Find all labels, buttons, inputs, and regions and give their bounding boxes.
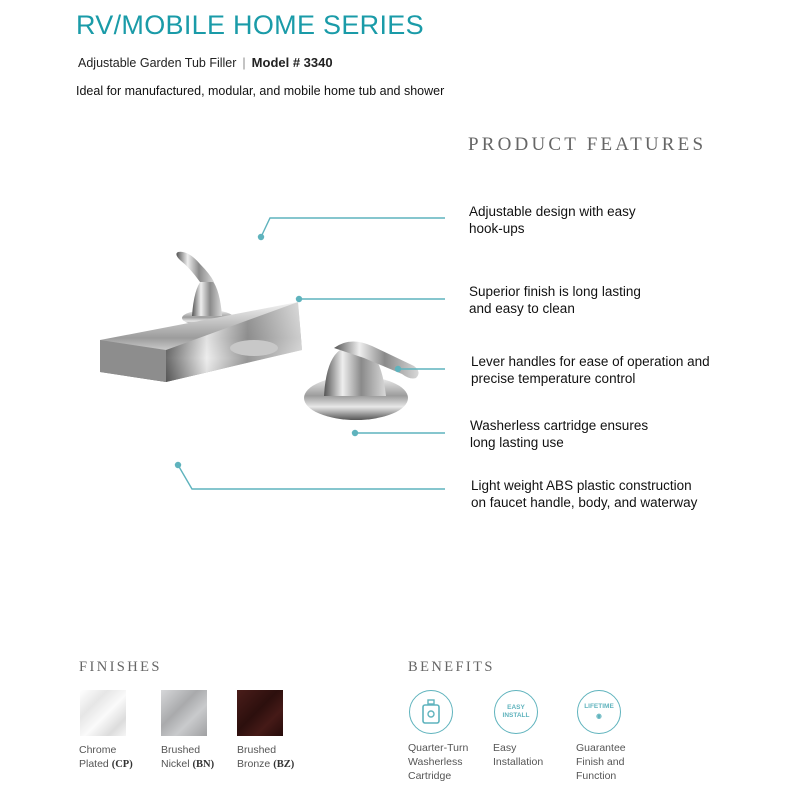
finish-name: Nickel [161, 758, 190, 770]
finish-code: (CP) [111, 759, 133, 770]
feature-text: Light weight ABS plastic construction [471, 478, 692, 493]
feature-item [471, 477, 791, 511]
feature-text: long lasting use [470, 435, 564, 450]
feature-text: Washerless cartridge ensures [470, 418, 649, 433]
brushed-bronze-swatch [237, 690, 283, 736]
feature-text: precise temperature control [471, 371, 636, 386]
finish-code: (BZ) [273, 759, 295, 770]
finish-name: Brushed [237, 744, 277, 756]
series-title: RV/MOBILE HOME SERIES [76, 10, 424, 40]
finishes-heading: FINISHES [79, 659, 162, 675]
easy-install-icon [494, 690, 538, 734]
benefits-heading: BENEFITS [408, 659, 495, 675]
feature-text: Adjustable design with easy [469, 204, 636, 219]
icon-caption: INSTALL [502, 712, 530, 719]
finish-label-bronze [237, 743, 294, 772]
benefit-text: Cartridge [408, 770, 452, 782]
benefit-text: Installation [493, 756, 544, 768]
feature-text: Lever handles for ease of operation and [471, 354, 710, 369]
icon-caption: LIFETIME [584, 703, 614, 710]
icon-caption: EASY [507, 704, 525, 711]
finish-label-chrome [79, 743, 133, 772]
separator: | [242, 56, 246, 70]
product-name: Adjustable Garden Tub Filler [78, 56, 237, 70]
benefit-text: Finish and [576, 756, 625, 768]
chrome-swatch [80, 690, 126, 736]
feature-text: on faucet handle, body, and waterway [471, 495, 698, 510]
finish-name: Plated [79, 758, 109, 770]
finish-name: Chrome [79, 744, 117, 756]
finish-code: (BN) [192, 759, 215, 770]
feature-text: Superior finish is long lasting [469, 284, 641, 299]
benefit-text: Washerless [408, 756, 463, 768]
benefit-text: Easy [493, 742, 517, 754]
benefit-label [576, 741, 626, 783]
cartridge-icon [409, 690, 453, 734]
finish-label-nickel [161, 743, 214, 772]
feature-text: and easy to clean [469, 301, 575, 316]
brushed-nickel-swatch [161, 690, 207, 736]
finish-name: Bronze [237, 758, 271, 770]
benefit-label [408, 741, 468, 783]
benefit-text: Guarantee [576, 742, 626, 754]
lifetime-guarantee-icon: LIFETIME ◉ [577, 690, 621, 734]
model-number: Model # 3340 [251, 55, 333, 70]
feature-item [471, 353, 791, 387]
feature-item [469, 203, 789, 237]
feature-item [470, 417, 790, 451]
product-features-heading: PRODUCT FEATURES [468, 134, 707, 155]
benefit-label [493, 741, 543, 769]
feature-item [469, 283, 789, 317]
benefit-text: Quarter-Turn [408, 742, 469, 754]
feature-text: hook-ups [469, 221, 525, 236]
tagline: Ideal for manufactured, modular, and mobile home tub and shower [76, 84, 445, 98]
finish-name: Brushed [161, 744, 201, 756]
benefit-text: Function [576, 770, 617, 782]
